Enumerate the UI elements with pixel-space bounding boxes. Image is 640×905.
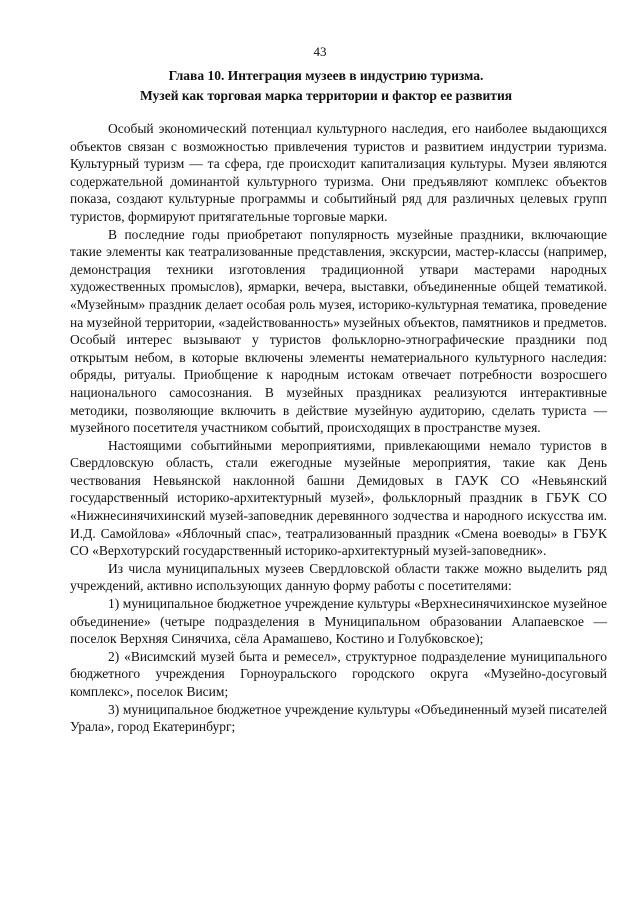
page-number: 43 — [313, 44, 327, 59]
paragraph: Настоящими событийными мероприятиями, привлекающими немало туристов в Свердловскую область, стали ежегодные музейные мероприятия, такие как День чествования Невьянской наклонной башни Демидовых в ГАУК СО «Невьянский государственный историко-архитектурный музей», фольклорный праздник в ГБУК СО «Нижнесинячихинский музей-заповедник деревянного зодчества и народного искусства им. И.Д. Самойлова» «Яблочный спас», театрализованный праздник «Смена воеводы» в ГБУК СО «Верхотурский государственный историко-архитектурный музей-заповедник». — [70, 437, 607, 559]
paragraph: Особый экономический потенциал культурного наследия, его наиболее выдающихся объектов связан с возможностью привлечения туристов и развитием индустрии туризма. Культурный туризм — та сфера, где происходит капитализация культуры. Музеи являются содержательной доминантой культурного туризма. Они предъявляют комплекс объектов показа, создают культурные программы и событийный ряд для различных целевых групп туристов, формируют притягательные торговые марки. — [70, 121, 607, 224]
chapter-title-line-1: Глава 10. Интеграция музеев в индустрию туризма. — [168, 68, 484, 83]
list-item: 2) «Висимский музей быта и ремесел», структурное подразделение муниципального бюджетного учреждения Горноуральского городского округа «Музейно-досуговый комплекс», поселок Висим; — [70, 648, 607, 699]
paragraph: В последние годы приобретают популярность музейные праздники, включающие такие элементы как театрализованные представления, экскурсии, мастер-классы (например, демонстрация техники изготовления традиционной утвари мастерами народных художественных промыслов), ярмарки, вечера, выставки, объединенные общей тематикой. «Музейным» праздник делает особая роль музея, историко-культурная тематика, проведение на музейной территории, «задействованность» музейных объектов, памятников и предметов. Особый интерес вызывают у туристов фольклорно-этнографические праздники под открытым небом, в которые включены элементы нематериального культурного наследия: обряды, ритуалы. Приобщение к народным истокам отвечает потребности возросшего национального самосознания. В музейных праздниках реализуются интерактивные методики, позволяющие включить в действие музейную аудиторию, сделать туриста — музейного посетителя участником событий, происходящих в пространстве музея. — [70, 226, 607, 436]
chapter-title — [70, 66, 582, 106]
paragraph: Из числа муниципальных музеев Свердловской области также можно выделить ряд учреждений, активно использующих данную форму работы с посетителями: — [70, 560, 607, 594]
body-text — [70, 120, 607, 736]
list-item: 1) муниципальное бюджетное учреждение культуры «Верхнесинячихинское музейное объединение» (четыре подразделения в Муниципальном образовании Алапаевское — поселок Верхняя Синячиха, сёла Арамашево, Костино и Голубковское); — [70, 596, 607, 647]
chapter-title-line-2: Музей как торговая марка территории и фактор ее развития — [139, 88, 513, 103]
list-item: 3) муниципальное бюджетное учреждение культуры «Объединенный музей писателей Урала», город Екатеринбург; — [70, 701, 607, 735]
